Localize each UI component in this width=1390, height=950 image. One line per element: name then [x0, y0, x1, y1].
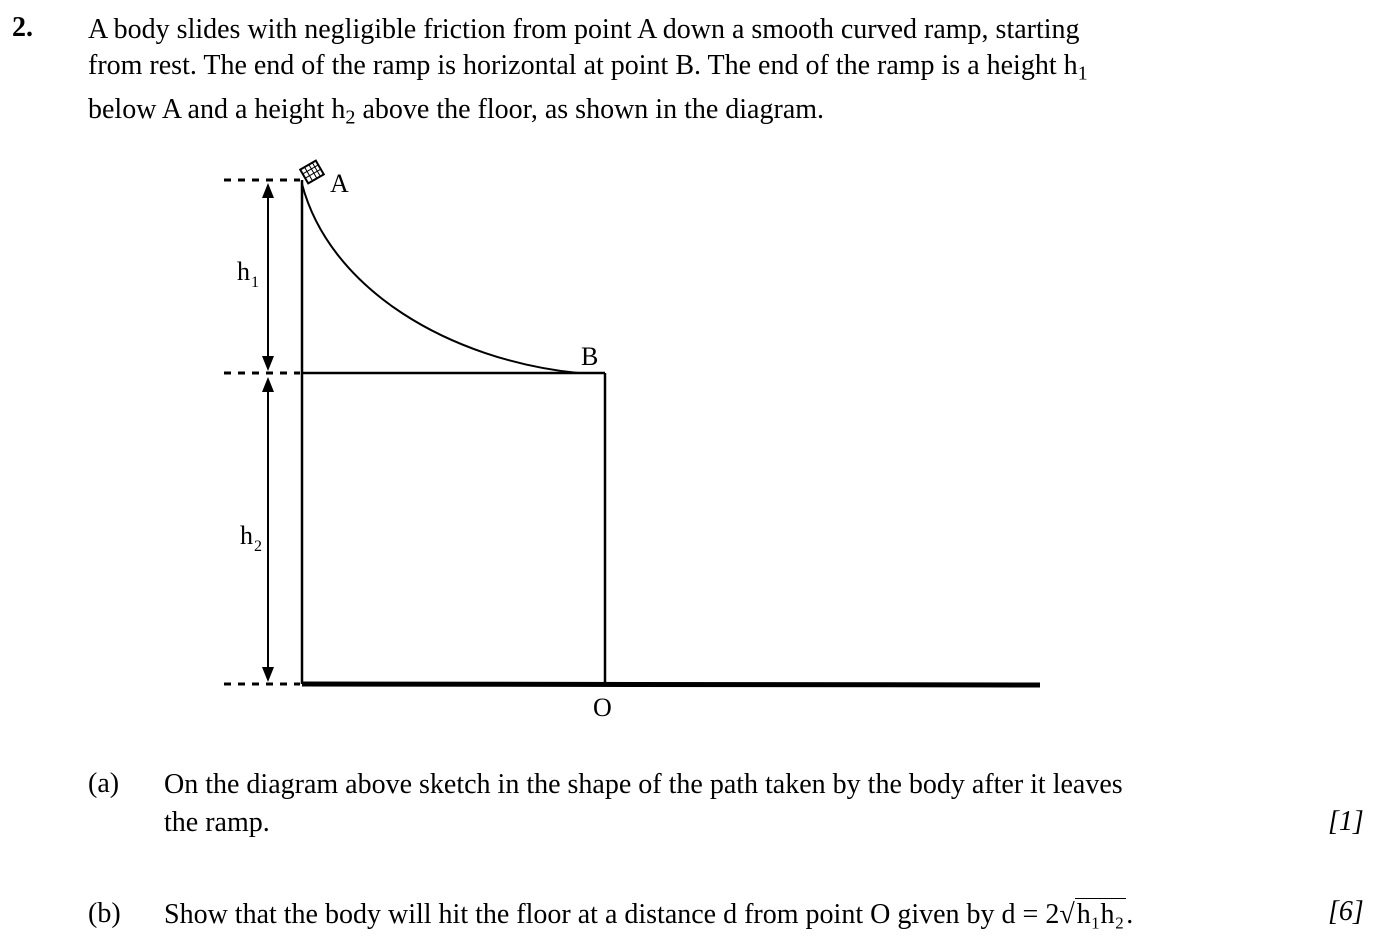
- intro-line-3-text: below A and a height h: [88, 93, 346, 125]
- sqrt-formula: [1059, 896, 1126, 934]
- h2-arrow-down: [262, 667, 274, 682]
- h1-label: h: [237, 257, 250, 286]
- h2-label: h: [240, 521, 253, 550]
- h1-arrow-up: [262, 183, 274, 198]
- intro-h1-subscript: 1: [1077, 62, 1088, 85]
- h2-arrow-up: [262, 377, 274, 392]
- part-a-line-1: On the diagram above sketch in the shape of the path taken by the body after it leaves: [164, 769, 1123, 800]
- part-b-label: (b): [88, 898, 121, 929]
- part-a-label: (a): [88, 768, 120, 799]
- sqrt-radicand: h₁h₂: [1076, 899, 1125, 930]
- point-a-label: A: [330, 169, 349, 198]
- sliding-body: [300, 161, 324, 184]
- h1-arrow-down: [262, 356, 274, 371]
- part-a-line-2: the ramp.: [164, 807, 270, 838]
- formula-end: .: [1126, 899, 1134, 930]
- part-a-marks: [1]: [1328, 806, 1364, 837]
- intro-line-3-end: above the floor, as shown in the diagram.: [355, 93, 825, 125]
- curved-ramp: [302, 184, 578, 373]
- part-b-text: [164, 896, 1133, 934]
- floor-line: [302, 684, 1040, 685]
- part-a-text: [164, 766, 1304, 842]
- h1-label-sub: 1: [251, 274, 259, 291]
- h2-label-sub: 2: [254, 538, 262, 555]
- point-b-label: B: [581, 342, 599, 371]
- part-b-statement: Show that the body will hit the floor at a distance d from point O given by d = 2: [164, 899, 1060, 930]
- point-o-label: O: [593, 693, 612, 722]
- sqrt-sign: √: [1059, 899, 1075, 930]
- question-number: 2.: [12, 12, 33, 43]
- intro-h2-subscript: 2: [345, 106, 356, 129]
- intro-line-2-text: from rest. The end of the ramp is horizontal at point B. The end of the ramp is a height h: [88, 50, 1078, 81]
- intro-line-1: A body slides with negligible friction from point A down a smooth curved ramp, starting: [88, 14, 1080, 45]
- part-b-marks: [6]: [1328, 896, 1364, 927]
